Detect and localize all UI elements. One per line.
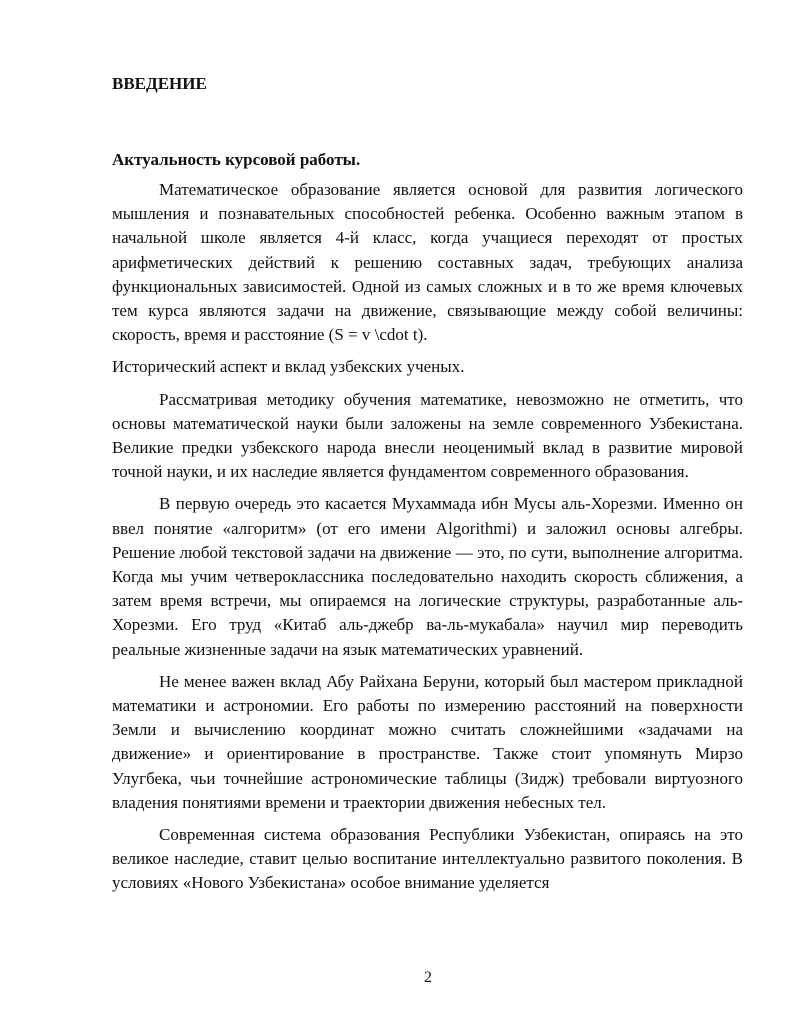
paragraph-modern-education: Современная система образования Республики Узбекистан, опираясь на это великое наследие, ставит целью воспитание интеллектуально развитого поколения. В условиях «Нового Узбекистана» особое внимание уделяется	[112, 825, 743, 893]
subsection-heading: Актуальность курсовой работы.	[112, 150, 361, 169]
paragraph-al-khwarizmi: В первую очередь это касается Мухаммада ибн Мусы аль-Хорезми. Именно он ввел понятие «алгоритм» (от его имени Algorithmi) и заложил основы алгебры. Решение любой текстовой задачи на движение — это, по сути, выполнение алгоритма. Когда мы учим четвероклассника последовательно находить скорость сближения, а затем время встречи, мы опираемся на логические структуры, разработанные аль-Хорезми. Его труд «Китаб аль-джебр ва-ль-мукабала» научил мир переводить реальные жизненные задачи на язык математических уравнений.	[112, 494, 743, 659]
paragraph-historical-aspect: Исторический аспект и вклад узбекских ученых.	[112, 357, 465, 377]
page-content	[112, 72, 743, 896]
paragraph-beruni-ulugbek: Не менее важен вклад Абу Райхана Беруни, который был мастером прикладной математики и астрономии. Его работы по измерению расстояний на поверхности Земли и вычислению координат можно считать сложнейшими «задачами на движение» и ориентирование в пространстве. Также стоит упомянуть Мирзо Улугбека, чьи точнейшие астрономические таблицы (Зидж) требовали виртуозного владения понятиями времени и траектории движения небесных тел.	[112, 671, 743, 812]
paragraph-methodology: Рассматривая методику обучения математике, невозможно не отметить, что основы математической науки были заложены на земле современного Узбекистана. Великие предки узбекского народа внесли неоценимый вклад в развитие мировой точной науки, и их наследие является фундаментом современного образования.	[112, 389, 743, 482]
section-heading: ВВЕДЕНИЕ	[112, 74, 207, 93]
page-number: 2	[424, 969, 432, 986]
paragraph-relevance: Математическое образование является основой для развития логического мышления и познавательных способностей ребенка. Особенно важным этапом в начальной школе является 4-й класс, когда учащиеся переходят от простых арифметических действий к решению составных задач, требующих анализа функциональных зависимостей. Одной из самых сложных и в то же время ключевых тем курса являются задачи на движение, связывающие между собой величины: скорость, время и расстояние (S = v \cdot t).	[112, 180, 743, 345]
